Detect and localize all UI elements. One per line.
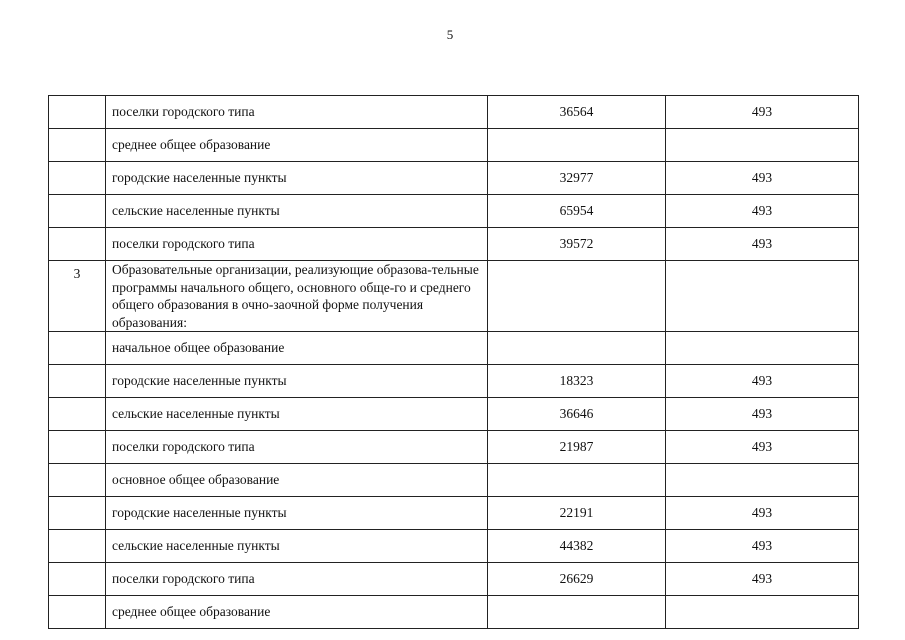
row-value	[488, 332, 666, 365]
row-value	[488, 596, 666, 629]
row-value: 21987	[488, 431, 666, 464]
row-number	[49, 195, 106, 228]
table-row	[49, 332, 859, 365]
row-number: 3	[49, 261, 106, 332]
row-coefficient: 493	[666, 398, 859, 431]
row-number	[49, 530, 106, 563]
table-row	[49, 195, 859, 228]
row-value: 65954	[488, 195, 666, 228]
row-value: 26629	[488, 563, 666, 596]
row-name: городские населенные пункты	[106, 162, 488, 195]
table-row	[49, 162, 859, 195]
table-row	[49, 596, 859, 629]
row-value	[488, 261, 666, 332]
row-value: 32977	[488, 162, 666, 195]
row-number	[49, 563, 106, 596]
table-row	[49, 464, 859, 497]
row-coefficient: 493	[666, 162, 859, 195]
row-number	[49, 129, 106, 162]
row-coefficient: 493	[666, 563, 859, 596]
table-row	[49, 530, 859, 563]
row-name: сельские населенные пункты	[106, 530, 488, 563]
row-number	[49, 497, 106, 530]
row-coefficient	[666, 261, 859, 332]
table-row	[49, 129, 859, 162]
row-value: 22191	[488, 497, 666, 530]
row-name: начальное общее образование	[106, 332, 488, 365]
table-row-section	[49, 261, 859, 332]
table-row	[49, 96, 859, 129]
row-coefficient: 493	[666, 228, 859, 261]
row-coefficient: 493	[666, 195, 859, 228]
row-number	[49, 162, 106, 195]
row-number	[49, 96, 106, 129]
row-number	[49, 365, 106, 398]
row-name: сельские населенные пункты	[106, 398, 488, 431]
row-value	[488, 464, 666, 497]
row-name: среднее общее образование	[106, 596, 488, 629]
row-name: поселки городского типа	[106, 431, 488, 464]
page-number: 5	[446, 27, 454, 42]
row-value: 39572	[488, 228, 666, 261]
row-value: 44382	[488, 530, 666, 563]
table-row	[49, 563, 859, 596]
row-name: поселки городского типа	[106, 96, 488, 129]
row-number	[49, 332, 106, 365]
row-coefficient: 493	[666, 96, 859, 129]
table-row	[49, 228, 859, 261]
row-number	[49, 464, 106, 497]
row-value	[488, 129, 666, 162]
row-number	[49, 398, 106, 431]
row-coefficient: 493	[666, 530, 859, 563]
row-value: 36564	[488, 96, 666, 129]
row-name: городские населенные пункты	[106, 365, 488, 398]
row-coefficient	[666, 332, 859, 365]
row-name: поселки городского типа	[106, 563, 488, 596]
row-coefficient	[666, 596, 859, 629]
row-number	[49, 228, 106, 261]
row-number	[49, 596, 106, 629]
row-coefficient: 493	[666, 497, 859, 530]
row-name: среднее общее образование	[106, 129, 488, 162]
row-number	[49, 431, 106, 464]
row-value: 18323	[488, 365, 666, 398]
row-value: 36646	[488, 398, 666, 431]
row-name: основное общее образование	[106, 464, 488, 497]
row-coefficient: 493	[666, 365, 859, 398]
table-row	[49, 431, 859, 464]
row-name: Образовательные организации, реализующие образова-тельные программы начального общего, основного обще-го и среднего общего образования в очно-заочной форме получения образования:	[106, 261, 488, 332]
row-coefficient: 493	[666, 431, 859, 464]
row-coefficient	[666, 129, 859, 162]
table-row	[49, 398, 859, 431]
table-row	[49, 365, 859, 398]
tariff-table	[48, 95, 859, 629]
row-name: сельские населенные пункты	[106, 195, 488, 228]
table-row	[49, 497, 859, 530]
row-coefficient	[666, 464, 859, 497]
row-name: городские населенные пункты	[106, 497, 488, 530]
row-name: поселки городского типа	[106, 228, 488, 261]
